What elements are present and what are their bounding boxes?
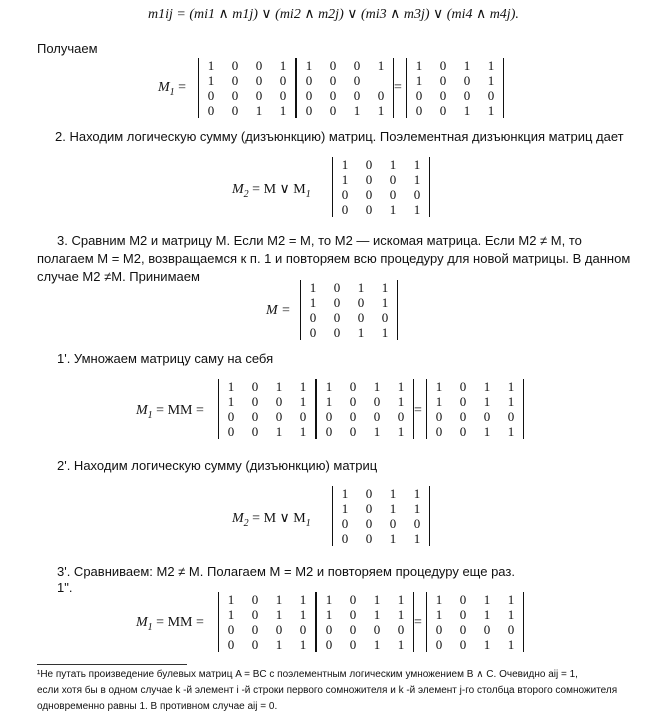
matrix-cell: 0 [435, 637, 443, 652]
matrix-cell: 1 [341, 157, 349, 172]
matrix-cell: 0 [251, 379, 259, 394]
matrix-cell: 0 [341, 187, 349, 202]
matrix-cell: 1 [487, 103, 495, 118]
matrix-cell: 1 [275, 424, 283, 439]
matrix-row [333, 202, 429, 217]
matrix-cell: 0 [483, 622, 491, 637]
matrix-row [219, 379, 315, 394]
matrix-cell: 0 [389, 187, 397, 202]
matrix-row [427, 379, 523, 394]
matrix-cell: 1 [389, 531, 397, 546]
matrix-row [219, 424, 315, 439]
eq4-label: $M_1$ = MM = [136, 403, 204, 421]
matrix-cell: 0 [459, 394, 467, 409]
matrix-row [333, 516, 429, 531]
matrix-cell: 1 [483, 394, 491, 409]
matrix-row [407, 103, 503, 118]
matrix-cell: 1 [305, 58, 313, 73]
matrix-row [301, 280, 397, 295]
matrix-cell: 1 [341, 486, 349, 501]
matrix-cell: 1 [275, 592, 283, 607]
matrix-row [219, 394, 315, 409]
matrix-row [427, 622, 523, 637]
matrix-cell: 1 [227, 592, 235, 607]
matrix-cell: 0 [341, 516, 349, 531]
eq6-equals: = [414, 615, 422, 630]
matrix-cell: 1 [483, 424, 491, 439]
matrix-row [407, 58, 503, 73]
matrix-row [301, 295, 397, 310]
matrix-cell: 1 [227, 394, 235, 409]
matrix-cell: 0 [349, 622, 357, 637]
matrix-row [427, 592, 523, 607]
matrix-row [199, 73, 295, 88]
matrix-cell: 0 [349, 637, 357, 652]
matrix-cell: 1 [507, 379, 515, 394]
matrix-cell: 0 [309, 325, 317, 340]
matrix-cell: 1 [415, 73, 423, 88]
eq4-matrix-result [426, 379, 524, 439]
matrix-cell: 1 [299, 607, 307, 622]
matrix-row [333, 531, 429, 546]
matrix-row [219, 622, 315, 637]
matrix-cell: 1 [381, 325, 389, 340]
matrix-cell: 1 [413, 172, 421, 187]
matrix-cell: 0 [227, 637, 235, 652]
matrix-cell: 0 [415, 103, 423, 118]
matrix-cell: 1 [413, 531, 421, 546]
matrix-cell: 0 [373, 394, 381, 409]
matrix-cell: 0 [251, 607, 259, 622]
matrix-cell: 1 [507, 394, 515, 409]
matrix-cell: 1 [483, 637, 491, 652]
matrix-row [407, 73, 503, 88]
matrix-cell: 0 [255, 88, 263, 103]
step3p-text: 3'. Сравниваем: M2 ≠ M. Полагаем M = M2 и повторяем процедуру еще раз. [57, 564, 515, 579]
eq1-matrix-a [198, 58, 296, 118]
matrix-cell: 1 [463, 103, 471, 118]
matrix-cell: 1 [483, 379, 491, 394]
matrix-cell: 0 [397, 622, 405, 637]
matrix-cell: 0 [349, 607, 357, 622]
matrix-cell: 1 [413, 486, 421, 501]
matrix-cell: 0 [353, 73, 361, 88]
matrix-cell: 0 [251, 394, 259, 409]
matrix-cell: 0 [439, 58, 447, 73]
matrix-row [301, 325, 397, 340]
matrix-row [333, 172, 429, 187]
matrix-row [317, 637, 413, 652]
matrix-cell: 0 [463, 73, 471, 88]
matrix-cell: 1 [397, 424, 405, 439]
matrix-cell: 0 [377, 88, 385, 103]
matrix-cell: 1 [373, 424, 381, 439]
matrix-row [333, 501, 429, 516]
matrix-row [317, 409, 413, 424]
matrix-cell: 0 [439, 88, 447, 103]
matrix-cell: 0 [231, 73, 239, 88]
matrix-cell: 0 [439, 103, 447, 118]
eq4-matrix-b [316, 379, 414, 439]
matrix-row [199, 88, 295, 103]
matrix-cell: 0 [251, 424, 259, 439]
matrix-cell: 0 [325, 637, 333, 652]
matrix-cell: 0 [365, 501, 373, 516]
eq4-matrix-a [218, 379, 316, 439]
matrix-cell: 0 [357, 310, 365, 325]
matrix-cell: 1 [415, 58, 423, 73]
matrix-cell: 1 [507, 637, 515, 652]
matrix-cell: 0 [279, 73, 287, 88]
matrix-cell: 1 [381, 295, 389, 310]
matrix-cell [369, 73, 393, 88]
matrix-row [199, 103, 295, 118]
matrix-cell: 1 [507, 607, 515, 622]
matrix-cell: 1 [381, 280, 389, 295]
matrix-cell: 0 [389, 172, 397, 187]
matrix-row [427, 607, 523, 622]
matrix-cell: 0 [341, 202, 349, 217]
matrix-cell: 0 [365, 531, 373, 546]
matrix-cell: 1 [397, 592, 405, 607]
eq3-matrix [300, 280, 398, 340]
matrix-cell: 0 [275, 622, 283, 637]
matrix-cell: 0 [483, 409, 491, 424]
matrix-row [407, 88, 503, 103]
matrix-cell: 1 [397, 394, 405, 409]
matrix-cell: 0 [299, 409, 307, 424]
matrix-cell: 0 [459, 637, 467, 652]
matrix-cell: 1 [373, 637, 381, 652]
matrix-cell: 0 [507, 409, 515, 424]
matrix-cell: 1 [487, 58, 495, 73]
matrix-cell: 0 [439, 73, 447, 88]
matrix-cell: 0 [459, 409, 467, 424]
matrix-cell: 1 [279, 58, 287, 73]
matrix-cell: 0 [373, 409, 381, 424]
matrix-cell: 1 [309, 280, 317, 295]
matrix-cell: 1 [413, 157, 421, 172]
matrix-cell: 0 [325, 409, 333, 424]
matrix-row [317, 592, 413, 607]
text-poluchaem: Получаем [37, 41, 98, 56]
matrix-cell: 1 [435, 592, 443, 607]
matrix-cell: 0 [231, 103, 239, 118]
matrix-cell: 1 [483, 607, 491, 622]
matrix-cell: 0 [325, 622, 333, 637]
matrix-cell: 0 [333, 295, 341, 310]
eq2-label: $M_2 = M$ ∨ $M_1$ [232, 182, 311, 200]
matrix-cell: 0 [435, 409, 443, 424]
matrix-cell: 1 [357, 280, 365, 295]
matrix-cell: 0 [435, 424, 443, 439]
matrix-cell: 0 [349, 409, 357, 424]
matrix-cell: 1 [227, 607, 235, 622]
matrix-cell: 1 [397, 607, 405, 622]
matrix-cell: 1 [341, 501, 349, 516]
matrix-cell: 0 [299, 622, 307, 637]
matrix-cell: 0 [459, 379, 467, 394]
matrix-cell: 1 [377, 58, 385, 73]
footnote-rule [37, 664, 187, 665]
matrix-row [317, 394, 413, 409]
eq1-equals: = [394, 80, 402, 95]
matrix-cell: 0 [231, 88, 239, 103]
matrix-cell: 0 [251, 622, 259, 637]
matrix-cell: 1 [397, 379, 405, 394]
footnote-line-3: одновременно равны 1. В противном случае aij = 0. [37, 701, 278, 712]
matrix-cell: 1 [435, 394, 443, 409]
eq1-matrix-b [296, 58, 394, 118]
matrix-cell: 0 [365, 486, 373, 501]
matrix-row [317, 424, 413, 439]
eq5-label: $M_2 = M$ ∨ $M_1$ [232, 511, 311, 529]
step3-line-3: случае M2 ≠M. Принимаем [37, 269, 200, 284]
eq6-label: $M_1$ = MM = [136, 615, 204, 633]
matrix-row [219, 592, 315, 607]
matrix-cell: 0 [459, 592, 467, 607]
matrix-cell: 1 [207, 58, 215, 73]
eq1-label: $M_1$ = [158, 80, 187, 98]
matrix-cell: 0 [365, 516, 373, 531]
matrix-cell: 0 [365, 187, 373, 202]
matrix-cell: 1 [325, 379, 333, 394]
matrix-row [219, 409, 315, 424]
matrix-cell: 0 [255, 58, 263, 73]
eq5-matrix-result [332, 486, 430, 546]
matrix-row [427, 637, 523, 652]
matrix-cell: 0 [459, 607, 467, 622]
matrix-cell: 1 [377, 103, 385, 118]
matrix-row [333, 157, 429, 172]
matrix-cell: 0 [373, 622, 381, 637]
matrix-row [427, 409, 523, 424]
matrix-cell: 0 [415, 88, 423, 103]
matrix-cell: 0 [357, 295, 365, 310]
eq2-matrix-result [332, 157, 430, 217]
matrix-cell: 1 [435, 379, 443, 394]
matrix-row [333, 187, 429, 202]
matrix-cell: 0 [349, 424, 357, 439]
matrix-cell: 1 [299, 394, 307, 409]
matrix-cell: 0 [507, 622, 515, 637]
matrix-cell: 1 [299, 592, 307, 607]
matrix-cell: 0 [251, 637, 259, 652]
matrix-cell: 0 [413, 516, 421, 531]
matrix-cell: 1 [389, 486, 397, 501]
matrix-cell: 0 [279, 88, 287, 103]
footnote-line-1: ¹Не путать произведение булевых матриц A = BC с поэлементным логическим умножением B ∧ C. Очевидно aij = 1, [37, 669, 578, 680]
matrix-cell: 0 [413, 187, 421, 202]
matrix-cell: 1 [487, 73, 495, 88]
eq6-matrix-result [426, 592, 524, 652]
matrix-cell: 0 [349, 394, 357, 409]
matrix-cell: 1 [341, 172, 349, 187]
matrix-cell: 0 [459, 424, 467, 439]
matrix-cell: 1 [207, 73, 215, 88]
step2p-text: 2'. Находим логическую сумму (дизъюнкцию) матриц [57, 458, 378, 473]
matrix-cell: 1 [507, 424, 515, 439]
matrix-cell: 1 [435, 607, 443, 622]
step2-text: 2. Находим логическую сумму (дизъюнкцию) матриц. Поэлементная дизъюнкция матриц дает [55, 129, 624, 144]
eq6-matrix-b [316, 592, 414, 652]
matrix-cell: 0 [251, 592, 259, 607]
eq4-equals: = [414, 403, 422, 418]
matrix-cell: 0 [227, 424, 235, 439]
matrix-cell: 1 [275, 379, 283, 394]
step3-line-1: 3. Сравним M2 и матрицу M. Если M2 = M, то M2 — искомая матрица. Если M2 ≠ M, то [57, 233, 582, 248]
matrix-cell: 0 [333, 325, 341, 340]
matrix-row [333, 486, 429, 501]
matrix-row [297, 73, 393, 88]
matrix-row [317, 379, 413, 394]
matrix-row [427, 424, 523, 439]
matrix-cell: 1 [325, 592, 333, 607]
matrix-cell: 0 [463, 88, 471, 103]
matrix-cell: 0 [329, 58, 337, 73]
matrix-cell: 1 [507, 592, 515, 607]
matrix-cell: 0 [397, 409, 405, 424]
matrix-cell: 0 [329, 103, 337, 118]
matrix-cell: 0 [275, 409, 283, 424]
footnote-line-2: если хотя бы в одном случае k -й элемент i -й строки первого сомножителя и k -й элемент j-го столбца второго сомножителя [37, 685, 618, 696]
eq1-matrix-result [406, 58, 504, 118]
matrix-cell: 0 [305, 103, 313, 118]
matrix-cell: 0 [329, 88, 337, 103]
matrix-row [199, 58, 295, 73]
matrix-cell: 0 [231, 58, 239, 73]
matrix-cell: 0 [365, 157, 373, 172]
matrix-row [297, 58, 393, 73]
matrix-cell: 0 [353, 58, 361, 73]
matrix-cell: 1 [373, 379, 381, 394]
matrix-cell: 1 [299, 637, 307, 652]
matrix-cell: 0 [275, 394, 283, 409]
matrix-cell: 0 [365, 202, 373, 217]
matrix-cell: 1 [389, 501, 397, 516]
matrix-cell: 1 [325, 394, 333, 409]
matrix-cell: 1 [389, 157, 397, 172]
matrix-cell: 1 [357, 325, 365, 340]
matrix-cell: 0 [365, 172, 373, 187]
matrix-cell: 1 [275, 637, 283, 652]
matrix-cell: 1 [279, 103, 287, 118]
matrix-cell: 1 [483, 592, 491, 607]
matrix-cell: 1 [463, 58, 471, 73]
matrix-cell: 0 [305, 73, 313, 88]
matrix-cell: 1 [275, 607, 283, 622]
eq3-label: M = [266, 303, 291, 318]
matrix-cell: 0 [353, 88, 361, 103]
matrix-cell: 1 [373, 607, 381, 622]
matrix-cell: 0 [329, 73, 337, 88]
matrix-row [297, 88, 393, 103]
matrix-cell: 0 [333, 310, 341, 325]
matrix-cell: 0 [227, 622, 235, 637]
top-formula: m1ij = (mi1 ∧ m1j) ∨ (mi2 ∧ m2j) ∨ (mi3 ∧ m3j) ∨ (mi4 ∧ m4j). [148, 7, 519, 22]
matrix-row [317, 607, 413, 622]
matrix-cell: 0 [349, 592, 357, 607]
matrix-row [301, 310, 397, 325]
matrix-cell: 1 [373, 592, 381, 607]
matrix-cell: 0 [255, 73, 263, 88]
matrix-cell: 1 [227, 379, 235, 394]
eq6-matrix-a [218, 592, 316, 652]
matrix-cell: 1 [255, 103, 263, 118]
matrix-cell: 1 [299, 424, 307, 439]
matrix-cell: 0 [309, 310, 317, 325]
matrix-row [297, 103, 393, 118]
matrix-cell: 0 [349, 379, 357, 394]
matrix-cell: 1 [299, 379, 307, 394]
matrix-cell: 0 [207, 88, 215, 103]
matrix-row [219, 607, 315, 622]
matrix-cell: 0 [325, 424, 333, 439]
matrix-cell: 0 [389, 516, 397, 531]
matrix-cell: 1 [353, 103, 361, 118]
matrix-cell: 0 [333, 280, 341, 295]
matrix-cell: 0 [381, 310, 389, 325]
step1p-text: 1'. Умножаем матрицу саму на себя [57, 351, 274, 366]
matrix-cell: 0 [459, 622, 467, 637]
matrix-cell: 0 [207, 103, 215, 118]
step3-line-2: полагаем M = M2, возвращаемся к п. 1 и повторяем всю процедуру для новой матрицы. В данном [37, 251, 631, 266]
matrix-row [219, 637, 315, 652]
matrix-cell: 0 [341, 531, 349, 546]
matrix-cell: 1 [397, 637, 405, 652]
matrix-cell: 1 [389, 202, 397, 217]
matrix-row [317, 622, 413, 637]
matrix-cell: 0 [487, 88, 495, 103]
matrix-cell: 0 [435, 622, 443, 637]
matrix-cell: 1 [309, 295, 317, 310]
matrix-row [427, 394, 523, 409]
matrix-cell: 0 [227, 409, 235, 424]
matrix-cell: 1 [413, 501, 421, 516]
matrix-cell: 1 [413, 202, 421, 217]
matrix-cell: 1 [325, 607, 333, 622]
step1pp-text: 1". [57, 580, 73, 595]
matrix-cell: 0 [251, 409, 259, 424]
matrix-cell: 0 [305, 88, 313, 103]
